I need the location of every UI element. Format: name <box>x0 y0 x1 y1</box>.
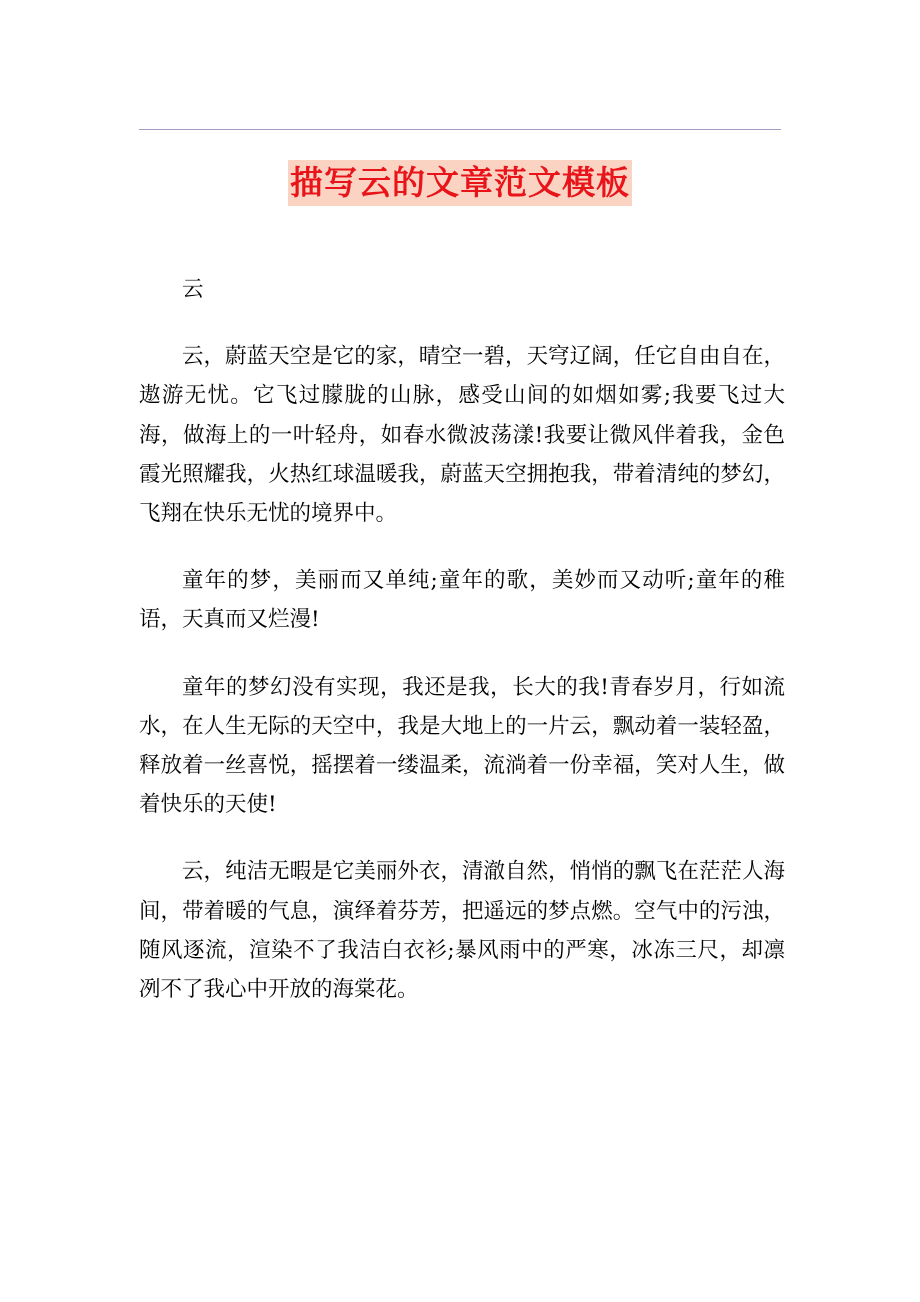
header-rule <box>139 129 781 130</box>
title-container <box>0 160 920 206</box>
section-heading: 云 <box>182 277 204 302</box>
paragraph-1: 云，蔚蓝天空是它的家，晴空一碧，天穹辽阔，任它自由自在，遨游无忧。它飞过朦胧的山脉，感受山间的如烟如雾;我要飞过大海，做海上的一叶轻舟，如春水微波荡漾!我要让微风伴着我，金色霞光照耀我，火热红球温暖我，蔚蓝天空拥抱我，带着清纯的梦幻，飞翔在快乐无忧的境界中。 <box>139 344 785 527</box>
paragraph-2: 童年的梦，美丽而又单纯;童年的歌，美妙而又动听;童年的稚语，天真而又烂漫! <box>139 568 785 633</box>
paragraph-3: 童年的梦幻没有实现，我还是我，长大的我!青春岁月，行如流水，在人生无际的天空中，我是大地上的一片云，飘动着一装轻盈，释放着一丝喜悦，摇摆着一缕温柔，流淌着一份幸福，笑对人生，做着快乐的天使! <box>139 674 785 818</box>
document-body <box>139 270 785 1037</box>
document-title: 描写云的文章范文模板 <box>288 160 632 206</box>
paragraph-4: 云，纯洁无暇是它美丽外衣，清澈自然，悄悄的飘飞在茫茫人海间，带着暖的气息，演绎着芬芳，把遥远的梦点燃。空气中的污浊，随风逐流，渲染不了我洁白衣衫;暴风雨中的严寒，冰冻三尺，却凛冽不了我心中开放的海棠花。 <box>139 859 785 1003</box>
